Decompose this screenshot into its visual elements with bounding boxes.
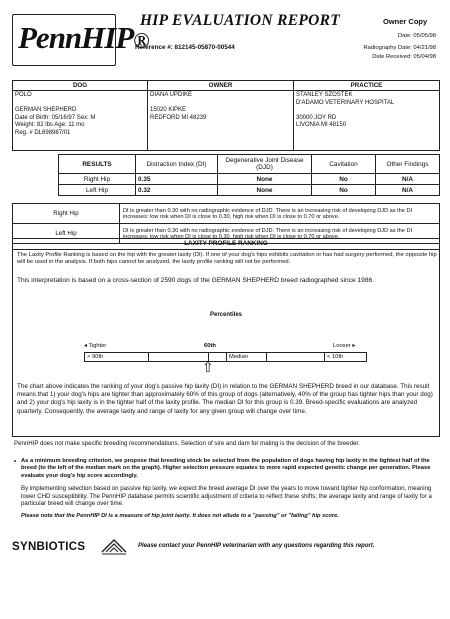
- bar-gt90: > 90th: [85, 353, 149, 361]
- dog-dob-sex: Date of Birth: 05/16/97 Sex: M: [15, 114, 96, 121]
- owner-copy-label: Owner Copy: [383, 17, 428, 26]
- dog-registration: Reg. # DL698987/01: [15, 129, 71, 136]
- bar-lt10: < 10th: [327, 354, 344, 360]
- results-table: [58, 154, 440, 196]
- synbiotics-logo: SYNBIOTICS: [12, 541, 86, 553]
- table-row: [59, 185, 440, 196]
- laxity-explanation: The chart above indicates the ranking of your dog's passive hip laxity (DI) in relation to the GERMAN SHEPHERD breed in our database. This result means that 1) your dog's hips are tighter than approximately 60% of this group of dogs (alternatively, 40% of the group has tighter hips than your dog) and 2) your dog's hip laxity is in the tighter half of the laxity profile. The median DI for this group is 0.39. Breed-specific evaluations are analyzed quarterly. Consequently, the average laxity and range of laxity for any given group will change over time.: [17, 383, 433, 415]
- laxity-basis: This interpretation is based on a cross-section of 2590 dogs of the GERMAN SHEPHERD breed radiographed since 1986.: [17, 277, 374, 284]
- left-cavitation: No: [312, 185, 376, 196]
- synbiotics-emblem-icon: [100, 536, 128, 558]
- tighter-label: ◂ Tighter: [84, 343, 107, 349]
- laxity-profile-box: [12, 238, 440, 437]
- bullet: •: [14, 458, 17, 465]
- laxity-title: LAXITY PROFILE RANKING: [184, 240, 268, 247]
- practice-city: LIVONIA MI 48150: [296, 122, 347, 128]
- date-received: Date Received: 05/04/98: [372, 54, 436, 60]
- vet-name: STANLEY SZOSTEK: [296, 92, 353, 98]
- dog-breed: GERMAN SHEPHERD: [15, 107, 77, 113]
- practice-name: D'ADAMO VETERINARY HOSPITAL: [296, 99, 395, 106]
- table-row: [13, 204, 440, 224]
- di-note: Please note that the PennHIP DI is a measure of hip joint laxity. It does not allude to a "passing" or "failing" hip score.: [21, 513, 339, 519]
- owner-city: REDFORD MI 48239: [150, 114, 207, 121]
- practice-heading: PRACTICE: [294, 81, 440, 91]
- practice-cell: [294, 91, 440, 151]
- col-djd: Degenerative Joint Disease (DJD): [218, 155, 312, 174]
- right-other: N/A: [376, 174, 440, 185]
- reference-number: Reference #: 812145-05870-00544: [135, 44, 235, 51]
- report-title: HIP EVALUATION REPORT: [139, 12, 341, 29]
- col-other: Other Findings: [376, 155, 440, 174]
- col-cavitation: Cavitation: [312, 155, 376, 174]
- dog-weight-age: Weight: 82 lbs Age: 11 mo: [15, 122, 85, 128]
- report-date: Date: 05/05/98: [397, 33, 436, 39]
- dog-name: POLO: [15, 92, 32, 98]
- owner-street: 15020 KIPKE: [150, 107, 187, 113]
- row-label: Right Hip: [13, 204, 120, 224]
- interpretation-text: DI is greater than 0.30 with no radiographic evidence of DJD. There is an increasing risk of developing DJD as the DI increases: low risk when DI is close to 0.30, high risk when DI is close to 0.70 or above.: [120, 204, 440, 224]
- bar-median: Median: [227, 353, 267, 361]
- selection-note: By implementing selection based on passive hip laxity, we expect the breed average DI over the years to move toward tighter hip conformation, meaning lower CHD susceptibility. The PennHIP database permits scientific adjustment of criteria to reflect these shifts; the average laxity and range of laxity for a particular breed will change over time.: [21, 485, 432, 507]
- breeding-criterion: As a minimum breeding criterion, we propose that breeding stock be selected from the population of dogs having hip laxity in the tightest half of the breed (to the left of the median mark on the graph). Higher selection pressure equates to more rapid expected genetic change per generation. Please evaluate your dog's hip score accordingly.: [21, 458, 431, 479]
- practice-street: 30000 JOY RD: [296, 114, 337, 121]
- right-di: 0.35: [136, 174, 218, 185]
- position-arrow-icon: ⇧: [202, 359, 214, 375]
- results-heading: RESULTS: [59, 155, 136, 174]
- row-label: Left Hip: [13, 224, 120, 244]
- left-di: 0.32: [136, 185, 218, 196]
- left-other: N/A: [376, 185, 440, 196]
- divider: [13, 249, 439, 250]
- bar-segment: [149, 353, 209, 361]
- laxity-bar: [84, 352, 367, 362]
- dog-heading: DOG: [13, 81, 148, 91]
- owner-name: DIANA UPDIKE: [150, 92, 193, 98]
- pennhip-logo-text: PennHIP®: [18, 20, 149, 55]
- contact-note: Please contact your PennHIP veterinarian with any questions regarding this report.: [138, 543, 375, 549]
- interpretation-text: DI is greater than 0.30 with no radiographic evidence of DJD. There is an increasing risk of developing DJD as the DI increases: low risk when DI is close to 0.30, high risk when DI is close to 0.70 or above.: [120, 224, 440, 244]
- info-table: [12, 80, 440, 151]
- dog-cell: [13, 91, 148, 151]
- looser-label: Looser ▸: [333, 343, 356, 349]
- radiography-date: Radiography Date: 04/21/98: [363, 45, 436, 51]
- percentiles-label: Percentiles: [209, 312, 243, 318]
- owner-cell: [148, 91, 294, 151]
- table-row: [59, 174, 440, 185]
- left-djd: None: [218, 185, 312, 196]
- right-cavitation: No: [312, 174, 376, 185]
- laxity-intro: The Laxity Profile Ranking is based on the hip with the greater laxity (DI). If one of your dog's hips exhibits cavitation or has had surgery performed, the opposite hip will be used in the analysis. If both hips cannot be analyzed, the laxity profile ranking will not be performed.: [17, 252, 437, 266]
- right-djd: None: [218, 174, 312, 185]
- row-label: Left Hip: [59, 185, 136, 196]
- col-di: Distraction Index (DI): [136, 155, 218, 174]
- breeding-disclaimer: PennHIP does not make specific breeding recommendations. Selection of sire and dam for mating is the decision of the breeder.: [14, 440, 360, 447]
- owner-heading: OWNER: [148, 81, 294, 91]
- bar-segment: [267, 353, 325, 361]
- row-label: Right Hip: [59, 174, 136, 185]
- percentile-mark: 60th: [204, 343, 216, 349]
